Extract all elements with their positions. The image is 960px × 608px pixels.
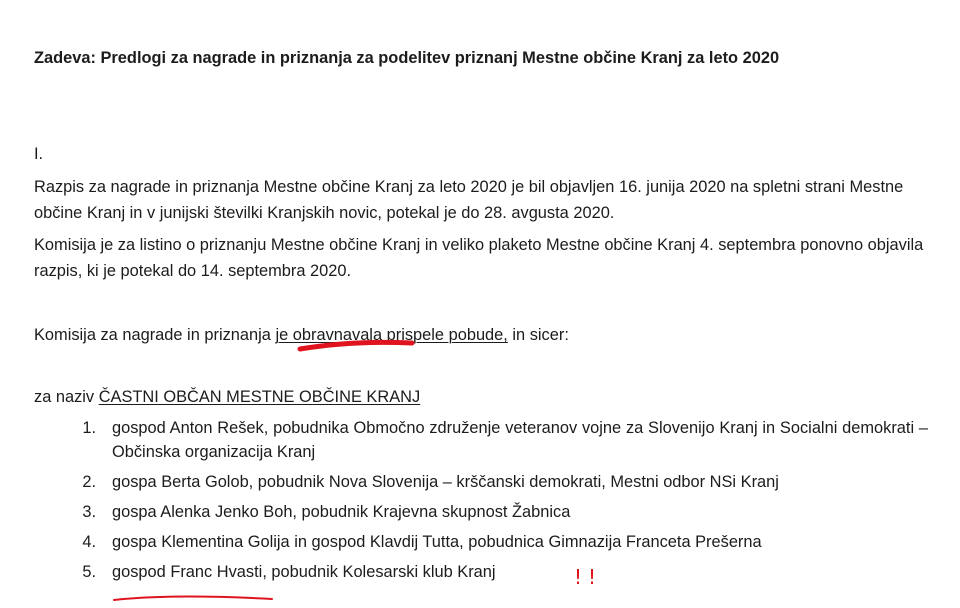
list-text: gospod Anton Rešek, pobudnika Območno združenje veteranov vojne za Slovenijo Kranj in Socialni demokrati – Občinska organizacija Kranj bbox=[112, 419, 928, 461]
section-number: I. bbox=[34, 145, 44, 163]
list-item bbox=[72, 500, 928, 524]
commission-text-end: in sicer: bbox=[507, 326, 569, 344]
nominee-list bbox=[72, 416, 928, 590]
list-item bbox=[72, 470, 928, 494]
list-number: 3. bbox=[82, 503, 96, 521]
commission-underlined-proposals: prispele pobude, bbox=[386, 326, 508, 344]
red-underline-name-stroke bbox=[114, 596, 272, 600]
list-number: 4. bbox=[82, 533, 96, 551]
paragraph-announcement: Razpis za nagrade in priznanja Mestne občine Kranj za leto 2020 je bil objavljen 16. junija 2020 na spletni strani Mestne občine Kranj in v junijski številki Kranjskih novic, potekal je do 28. avgusta 2020. bbox=[34, 178, 904, 222]
list-item bbox=[72, 530, 928, 554]
category-prefix: za naziv bbox=[34, 388, 99, 406]
category-heading bbox=[34, 384, 934, 410]
list-text: gospod Franc Hvasti, pobudnik Kolesarski klub Kranj bbox=[112, 563, 496, 581]
list-number: 1. bbox=[82, 419, 96, 437]
list-number: 5. bbox=[82, 563, 96, 581]
commission-underlined-reviewed: je obravnavala bbox=[275, 326, 383, 344]
paragraph-reannouncement: Komisija je za listino o priznanju Mestne občine Kranj in veliko plaketo Mestne občine Kranj 4. septembra ponovno objavila razpis, ki je potekal do 14. septembra 2020. bbox=[34, 236, 924, 280]
list-text: gospa Alenka Jenko Boh, pobudnik Krajevna skupnost Žabnica bbox=[112, 503, 571, 521]
list-text: gospa Berta Golob, pobudnik Nova Slovenija – krščanski demokrati, Mestni odbor NSi Kranj bbox=[112, 473, 779, 491]
commission-text-start: Komisija za nagrade in priznanja bbox=[34, 326, 276, 344]
exclamation-marks: !! bbox=[574, 565, 603, 589]
list-number: 2. bbox=[82, 473, 96, 491]
paragraph-commission bbox=[34, 322, 934, 348]
category-title: ČASTNI OBČAN MESTNE OBČINE KRANJ bbox=[98, 388, 421, 406]
list-text: gospa Klementina Golija in gospod Klavdij Tutta, pobudnica Gimnazija Franceta Prešerna bbox=[112, 533, 762, 551]
list-item bbox=[72, 416, 928, 464]
list-item bbox=[72, 560, 928, 584]
subject-line: Zadeva: Predlogi za nagrade in priznanja za podelitev priznanj Mestne občine Kranj za leto 2020 bbox=[34, 49, 780, 67]
